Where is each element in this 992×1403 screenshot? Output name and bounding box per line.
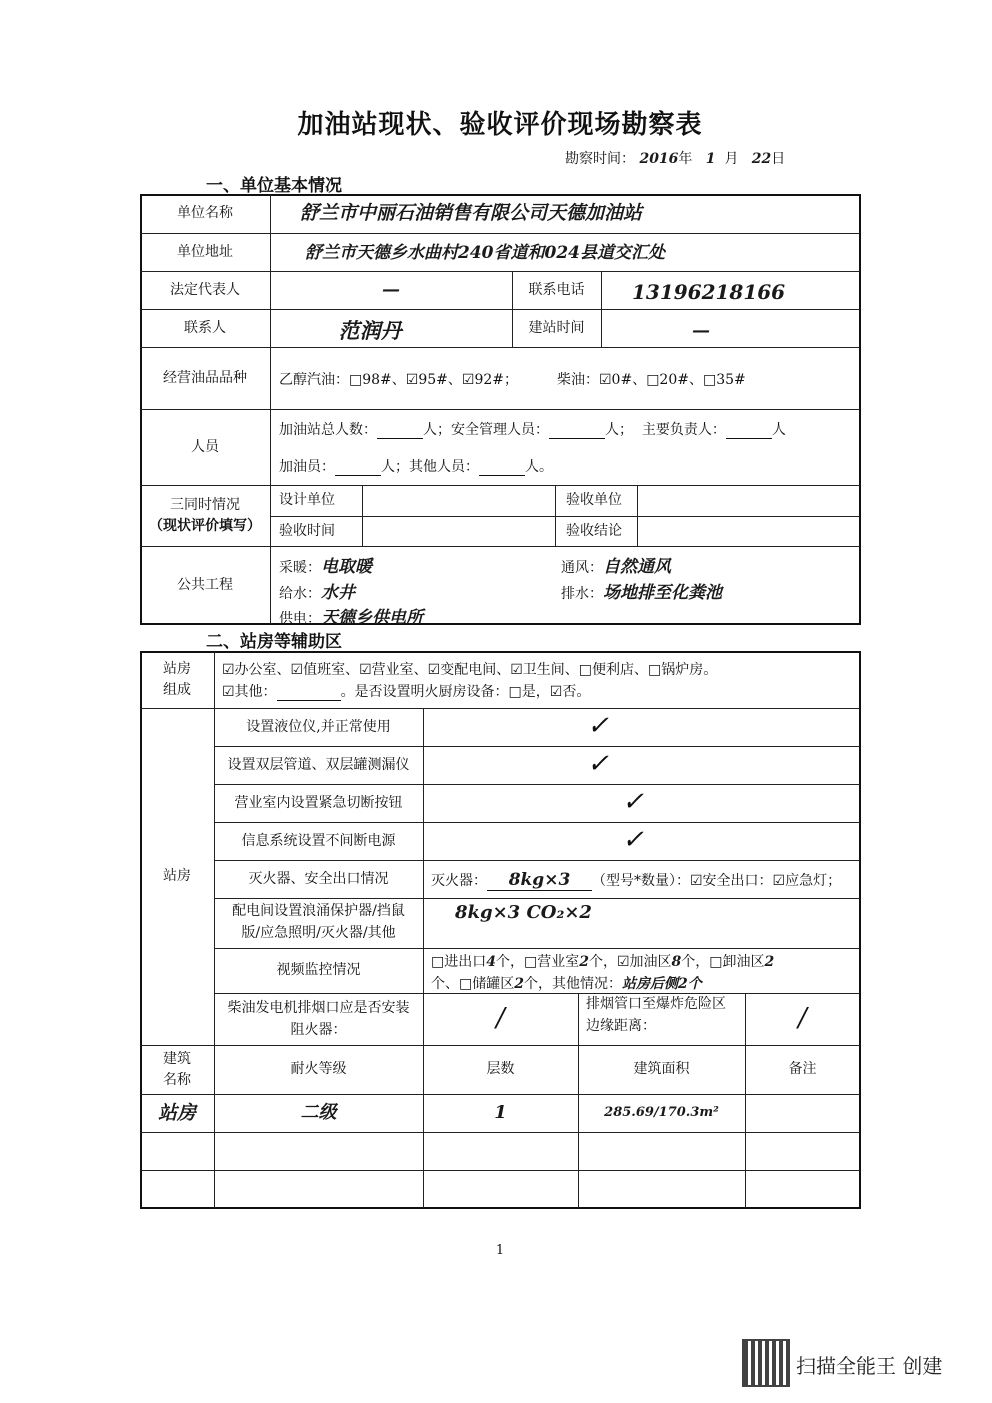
- other-field[interactable]: [277, 684, 341, 701]
- fuelers-field[interactable]: [335, 459, 381, 476]
- gasoline-options: [279, 369, 518, 389]
- accept-conclusion-label: 验收结论: [566, 522, 622, 539]
- video-other-label: 个，其他情况：: [523, 976, 622, 992]
- area-cell: 285.69/170.3m²: [604, 1104, 719, 1120]
- section2-heading: 二、站房等辅助区: [206, 632, 342, 652]
- item-label: 设置液位仪,并正常使用: [246, 718, 391, 735]
- gasoline-label: 乙醇汽油：: [279, 372, 349, 388]
- water-value: 水井: [321, 583, 355, 603]
- composition-line1[interactable]: ☑办公室、☑值班室、☑营业室、☑变配电间、☑卫生间、□便利店、□锅炉房。: [222, 662, 718, 678]
- staff-label: 人员: [191, 438, 219, 455]
- oil-types-label: 经营油品品种: [163, 369, 247, 386]
- check-mark: ✓: [587, 711, 609, 742]
- year-unit: 年: [678, 151, 693, 167]
- video-label: 视频监控情况: [276, 962, 361, 979]
- check-mark: ✓: [622, 825, 644, 856]
- power-room-label2: 版/应急照明/灭火器/其他: [241, 925, 396, 941]
- design-unit-label: 设计单位: [279, 492, 335, 509]
- phone-label: 联系电话: [528, 281, 585, 298]
- heating: [279, 552, 372, 577]
- item-label: 营业室内设置紧急切断按钮: [234, 794, 403, 811]
- diesel-label: 柴油：: [557, 372, 599, 388]
- checkbox-20[interactable]: □20#、: [646, 372, 703, 388]
- build-time-label: 建站时间: [528, 319, 585, 336]
- fire-row: [431, 870, 841, 891]
- form-title: 加油站现状、验收评价现场勘察表: [297, 110, 703, 140]
- three-same-label1: 三同时情况: [170, 496, 240, 513]
- fuelers-label: 加油员：: [279, 459, 335, 475]
- power: [279, 603, 423, 628]
- accept-time-label: 验收时间: [279, 522, 335, 539]
- item-label: 设置双层管道、双层罐测漏仪: [227, 756, 410, 773]
- page-number: 1: [495, 1243, 505, 1258]
- distance-label: [586, 993, 745, 1045]
- day-unit: 日: [771, 151, 786, 167]
- composition-label: [140, 651, 214, 708]
- staff-line2: [279, 456, 553, 476]
- three-same-label: [140, 485, 270, 546]
- heating-value: 电取暖: [321, 557, 372, 577]
- month-unit: 月: [724, 151, 739, 167]
- kitchen-question[interactable]: 。是否设置明火厨房设备：□是，☑否。: [340, 684, 591, 700]
- divider: [637, 485, 638, 546]
- accept-unit-label: 验收单位: [566, 492, 622, 509]
- unit-address-label: 单位地址: [177, 243, 233, 260]
- notes-cell: [745, 1094, 860, 1132]
- contact-label: 联系人: [184, 319, 226, 336]
- power-room-value: 8kg×3 CO₂×2: [455, 902, 592, 923]
- generator-label2: 阻火器：: [290, 1022, 347, 1038]
- generator-label: [214, 993, 423, 1045]
- unit-address-value: 舒兰市天德乡水曲村240省道和024县道交汇处: [305, 243, 665, 264]
- building-name-cell: 站房: [157, 1101, 196, 1124]
- drain-value: 场地排至化粪池: [603, 583, 722, 603]
- checkbox-35[interactable]: □35#: [702, 372, 746, 388]
- floors-cell: 1: [494, 1101, 507, 1123]
- video-entrance[interactable]: □进出口: [431, 954, 487, 970]
- generator-label1: 柴油发电机排烟口应是否安装: [227, 999, 410, 1016]
- legal-rep-label: 法定代表人: [170, 281, 240, 298]
- unit: 人: [525, 459, 539, 475]
- diesel-options: [557, 369, 746, 389]
- vent-value: 自然通风: [603, 557, 671, 577]
- build-time-value: —: [692, 319, 710, 341]
- legal-rep-value: —: [382, 278, 400, 300]
- header-notes: 备注: [788, 1061, 817, 1078]
- video-values: [431, 951, 774, 995]
- vent: [561, 552, 671, 577]
- date-label: 勘察时间：: [565, 151, 635, 167]
- header-area: 建筑面积: [633, 1061, 690, 1078]
- others-label: 其他人员：: [409, 459, 479, 475]
- checkbox-92[interactable]: ☑92#；: [461, 372, 518, 388]
- item-label: 信息系统设置不间断电源: [241, 832, 396, 849]
- station-label: 站房: [163, 868, 191, 885]
- video-fuel-count: 8: [671, 954, 682, 970]
- header-floors: 层数: [486, 1061, 515, 1078]
- other-checkbox[interactable]: ☑其他：: [222, 684, 277, 700]
- others-field[interactable]: [479, 459, 525, 476]
- date-day: 22: [751, 151, 772, 167]
- sep: ；: [437, 422, 451, 438]
- video-tank[interactable]: 个、□储罐区: [431, 976, 515, 992]
- distance-value: /: [798, 1003, 807, 1034]
- staff-line1: [279, 419, 786, 439]
- unit-name-value: 舒兰市中丽石油销售有限公司天德加油站: [300, 202, 643, 225]
- qr-code-icon: [744, 1341, 788, 1385]
- three-same-label2: （现状评价填写）: [149, 517, 261, 534]
- composition-label2: 组成: [163, 681, 191, 698]
- video-shop[interactable]: 个，□营业室: [495, 954, 580, 970]
- divider: [140, 1132, 860, 1133]
- phone-value: 13196218166: [632, 280, 786, 304]
- video-unload-count: 2: [764, 954, 775, 970]
- video-tank-count: 2: [514, 976, 524, 992]
- head-field[interactable]: [726, 422, 772, 439]
- power-label: 供电：: [279, 611, 321, 627]
- extinguisher-label: 灭火器：: [431, 873, 487, 889]
- head-label: 主要负责人：: [641, 422, 726, 438]
- power-value: 天德乡供电所: [321, 608, 423, 628]
- section1-heading: 一、单位基本情况: [206, 176, 342, 196]
- divider: [362, 485, 363, 546]
- video-other-value: 站房后侧2个: [621, 976, 702, 992]
- video-fuel[interactable]: 个，☑加油区: [588, 954, 672, 970]
- public-works-label: 公共工程: [177, 576, 233, 593]
- fire-label: 灭火器、安全出口情况: [248, 870, 389, 887]
- exit-light-checkboxes[interactable]: （型号*数量）：☑安全出口：☑应急灯；: [592, 873, 842, 889]
- divider: [555, 485, 556, 546]
- sep: ；: [395, 459, 409, 475]
- video-entrance-count: 4: [486, 954, 496, 970]
- end: 。: [539, 459, 553, 475]
- unit: 人: [605, 422, 619, 438]
- video-unload[interactable]: 个，□卸油区: [681, 954, 765, 970]
- safety-staff-field[interactable]: [549, 422, 605, 439]
- check-mark: ✓: [587, 749, 609, 780]
- water: [279, 578, 355, 603]
- contact-value: 范润丹: [338, 318, 402, 344]
- divider: [140, 1170, 860, 1171]
- sep: ；: [619, 422, 633, 438]
- survey-date: [565, 148, 785, 168]
- unit: 人: [381, 459, 395, 475]
- total-staff-field[interactable]: [377, 422, 423, 439]
- power-room-label: [214, 898, 423, 948]
- distance-label2: 边缘距离：: [586, 1018, 656, 1035]
- watermark-text: 扫描全能王 创建: [796, 1354, 943, 1378]
- unit-name-label: 单位名称: [177, 205, 233, 222]
- composition-line2: [222, 681, 590, 701]
- drain: [561, 578, 722, 603]
- heating-label: 采暖：: [279, 560, 321, 576]
- video-shop-count: 2: [579, 954, 589, 970]
- date-month: 1: [705, 151, 716, 167]
- header-building-name: 建筑名称: [163, 1050, 191, 1088]
- checkbox-0[interactable]: ☑0#、: [599, 372, 647, 388]
- water-label: 给水：: [279, 586, 321, 602]
- distance-label1: 排烟管口至爆炸危险区: [586, 996, 726, 1012]
- checkbox-95[interactable]: ☑95#、: [405, 372, 462, 388]
- unit: 人: [423, 422, 437, 438]
- check-mark: ✓: [622, 787, 644, 818]
- composition-label1: 站房: [163, 660, 191, 677]
- vent-label: 通风：: [561, 560, 603, 576]
- fire-rating-cell: 二级: [300, 1101, 337, 1123]
- date-year: 2016: [639, 151, 679, 167]
- power-room-label1: 配电间设置浪涌保护器/挡鼠: [232, 903, 405, 920]
- checkbox-98[interactable]: □98#、: [349, 372, 406, 388]
- drain-label: 排水：: [561, 586, 603, 602]
- unit: 人: [771, 422, 786, 438]
- header-fire-rating: 耐火等级: [290, 1061, 347, 1078]
- generator-value: /: [496, 1003, 505, 1034]
- divider: [270, 194, 271, 624]
- safety-staff-label: 安全管理人员：: [451, 422, 549, 438]
- total-staff-label: 加油站总人数：: [279, 422, 377, 438]
- extinguisher-value[interactable]: 8kg×3: [487, 870, 592, 891]
